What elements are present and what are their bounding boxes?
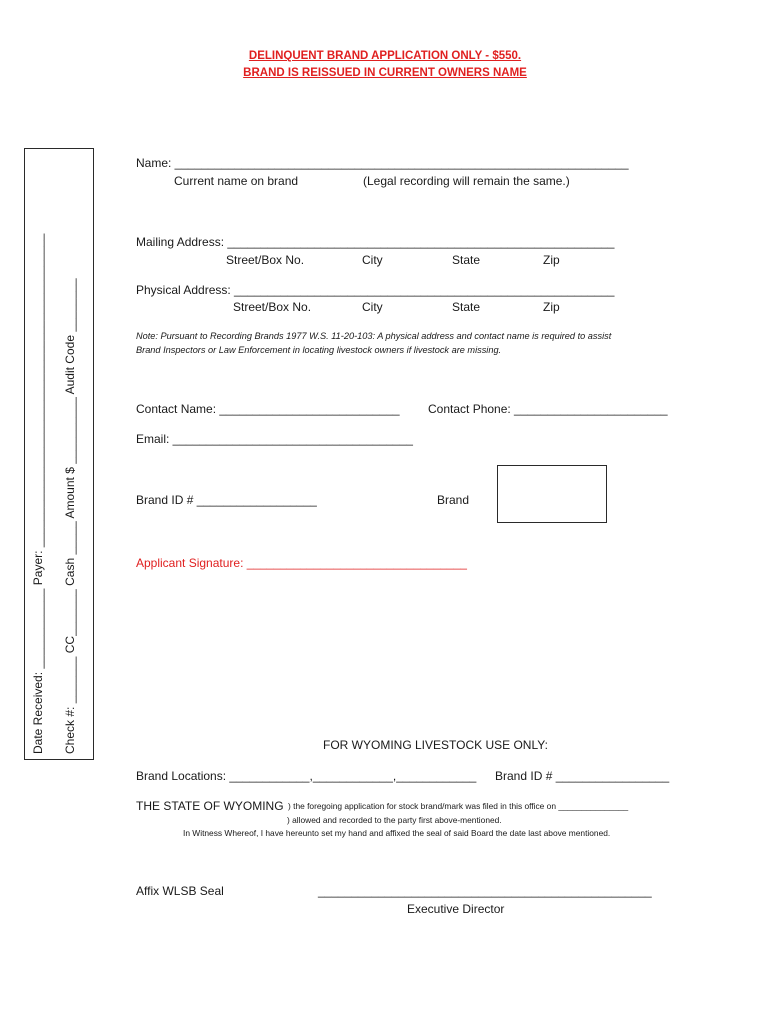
physical-state-label: State	[452, 300, 481, 314]
filing-statement-line1: ) the foregoing application for stock brand/mark was filed in this office on _______________	[288, 801, 629, 811]
name-field[interactable]: Name: ____________________________________________________________________	[136, 156, 629, 170]
mailing-street-label: Street/Box No.	[226, 253, 305, 267]
brand-id-field[interactable]: Brand ID # __________________	[136, 493, 317, 507]
header-title-line2: BRAND IS REISSUED IN CURRENT OWNERS NAME	[243, 67, 527, 79]
mailing-city-label: City	[362, 253, 383, 267]
mailing-address-field[interactable]: Mailing Address: __________________________________________________________	[136, 235, 615, 249]
executive-director-signature-line[interactable]: __________________________________________________	[318, 884, 652, 898]
legal-note-line2: Brand Inspectors or Law Enforcement in locating livestock owners if livestock are missing.	[136, 345, 502, 355]
office-use-sidebar	[24, 148, 94, 760]
office-brand-id-field[interactable]: Brand ID # _________________	[495, 769, 670, 783]
physical-address-field[interactable]: Physical Address: _________________________________________________________	[136, 283, 615, 297]
executive-director-label: Executive Director	[407, 902, 505, 916]
email-field[interactable]: Email: ____________________________________	[136, 432, 413, 446]
contact-name-field[interactable]: Contact Name: ___________________________	[136, 402, 400, 416]
physical-zip-label: Zip	[543, 300, 560, 314]
brand-label: Brand	[437, 493, 470, 507]
mailing-state-label: State	[452, 253, 481, 267]
mailing-zip-label: Zip	[543, 253, 560, 267]
physical-street-label: Street/Box No.	[233, 300, 312, 314]
witness-statement: In Witness Whereof, I have hereunto set my hand and affixed the seal of said Board the date last above mentioned.	[183, 828, 611, 838]
brand-drawing-box[interactable]	[497, 465, 607, 523]
header-title-line1: DELINQUENT BRAND APPLICATION ONLY - $550.	[248, 50, 522, 62]
state-of-wyoming-label: THE STATE OF WYOMING	[136, 799, 284, 813]
filing-statement-line2: ) allowed and recorded to the party first above-mentioned.	[287, 815, 502, 825]
contact-phone-field[interactable]: Contact Phone: _______________________	[428, 402, 668, 416]
name-hint-current: Current name on brand	[174, 174, 299, 188]
legal-note-line1: Note: Pursuant to Recording Brands 1977 W.S. 11-20-103: A physical address and contact name is required to assist	[136, 331, 612, 341]
applicant-signature-field[interactable]: Applicant Signature: _________________________________	[136, 556, 467, 570]
office-use-heading: FOR WYOMING LIVESTOCK USE ONLY:	[323, 738, 548, 752]
name-hint-legal: (Legal recording will remain the same.)	[363, 174, 570, 188]
brand-locations-field[interactable]: Brand Locations: ____________,____________,____________	[136, 769, 477, 783]
sidebar-date-payer-text: Date Received: ____________ Payer: _______________________________________________	[31, 233, 45, 754]
affix-seal-label: Affix WLSB Seal	[136, 884, 224, 898]
sidebar-payment-text: Check #: _______ CC_______ Cash _____ Amount $ __________ Audit Code ________	[63, 278, 77, 754]
physical-city-label: City	[362, 300, 383, 314]
